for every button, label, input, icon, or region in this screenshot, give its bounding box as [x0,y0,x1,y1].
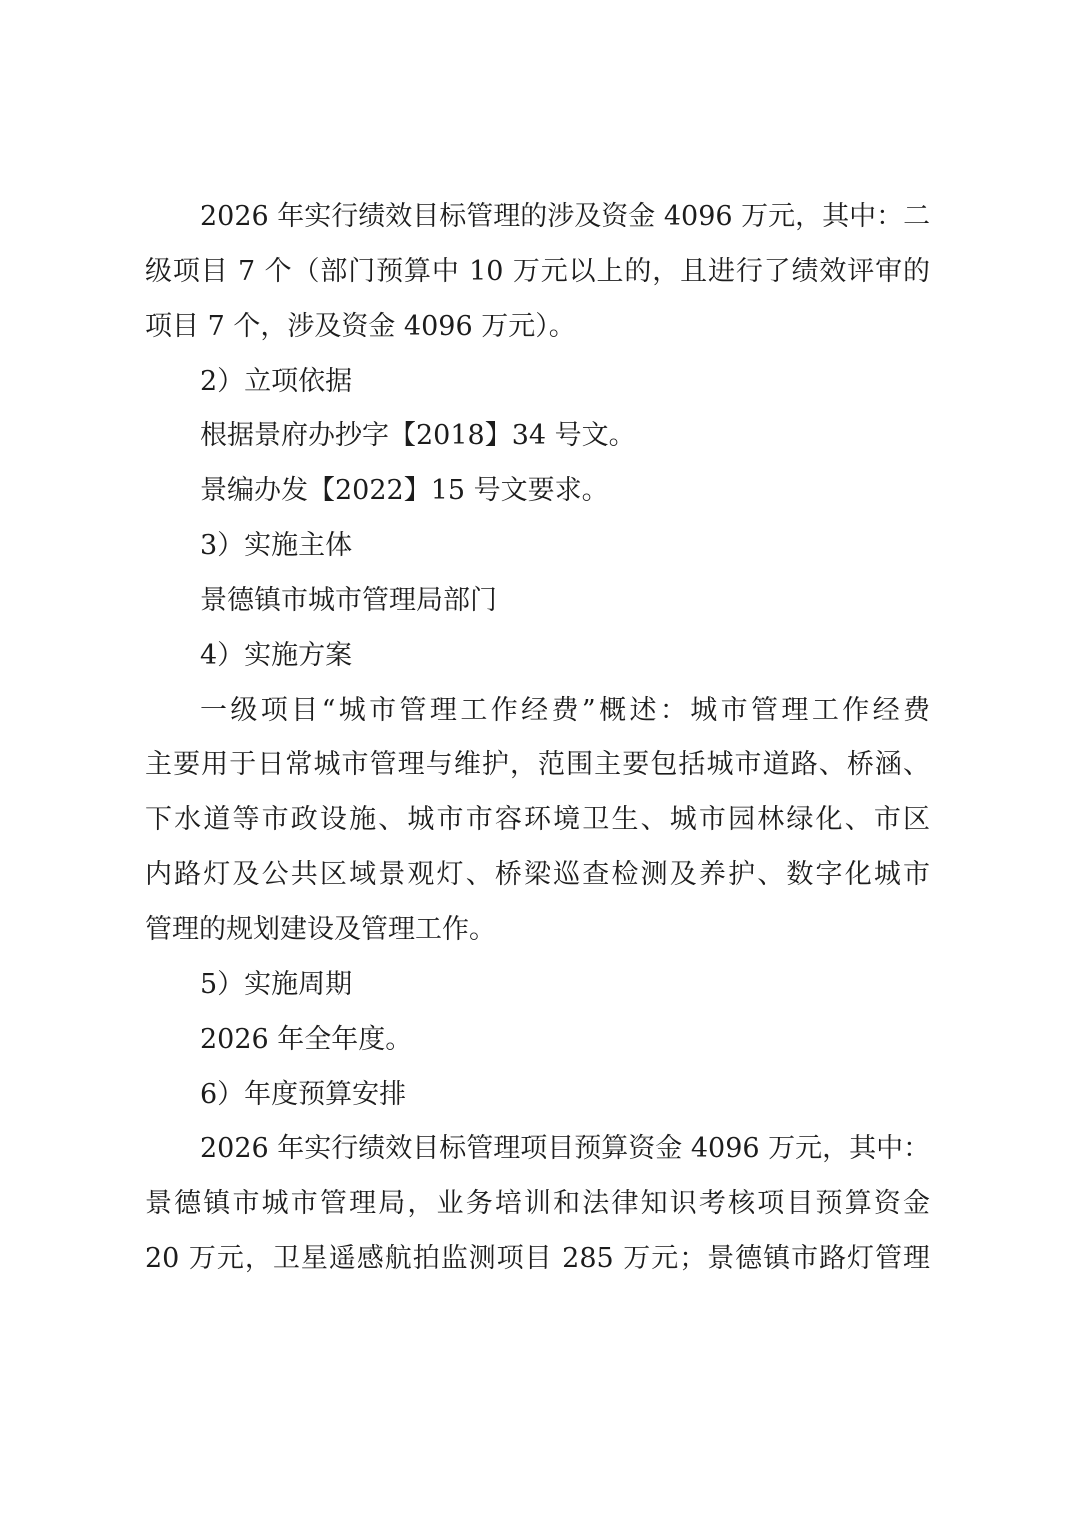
text-line: 景编办发【2022】15 号文要求。 [200,475,609,507]
section-heading-basis [145,355,930,410]
paragraph-period [145,1013,930,1068]
section-heading-plan [145,629,930,684]
heading-line: 2）立项依据 [200,365,353,397]
text-line: 内路灯及公共区域景观灯、桥梁巡查检测及养护、数字化城市 [145,859,930,891]
paragraph-performance-funding [145,190,930,355]
heading-line: 6）年度预算安排 [200,1078,407,1110]
section-heading-period [145,958,930,1013]
paragraph-plan [145,684,930,958]
heading-line: 4）实施方案 [200,639,353,671]
body-text [145,190,930,1287]
paragraph-entity [145,574,930,629]
paragraph-basis-1 [145,409,930,464]
section-heading-entity [145,519,930,574]
heading-line: 3）实施主体 [200,530,353,562]
text-line: 2026 年全年度。 [200,1023,413,1055]
text-line: 2026 年实行绩效目标管理项目预算资金 4096 万元，其中： [200,1133,930,1165]
heading-line: 5）实施周期 [200,968,353,1000]
text-line: 项目 7 个，涉及资金 4096 万元）。 [145,310,576,342]
text-line: 下水道等市政设施、城市市容环境卫生、城市园林绿化、市区 [145,804,930,836]
text-line: 景德镇市城市管理局部门 [200,584,497,616]
text-line: 一级项目“城市管理工作经费”概述：城市管理工作经费 [200,694,930,726]
text-line: 管理的规划建设及管理工作。 [145,913,496,945]
text-line: 级项目 7 个（部门预算中 10 万元以上的，且进行了绩效评审的 [145,255,930,287]
section-heading-budget [145,1068,930,1123]
text-line: 根据景府办抄字【2018】34 号文。 [200,420,636,452]
text-line: 景德镇市城市管理局，业务培训和法律知识考核项目预算资金 [145,1188,930,1220]
text-line: 2026 年实行绩效目标管理的涉及资金 4096 万元，其中：二 [200,201,930,232]
paragraph-budget [145,1122,930,1287]
text-line: 20 万元，卫星遥感航拍监测项目 285 万元；景德镇市路灯管理 [145,1243,930,1275]
paragraph-basis-2 [145,464,930,519]
text-line: 主要用于日常城市管理与维护，范围主要包括城市道路、桥涵、 [145,749,930,781]
